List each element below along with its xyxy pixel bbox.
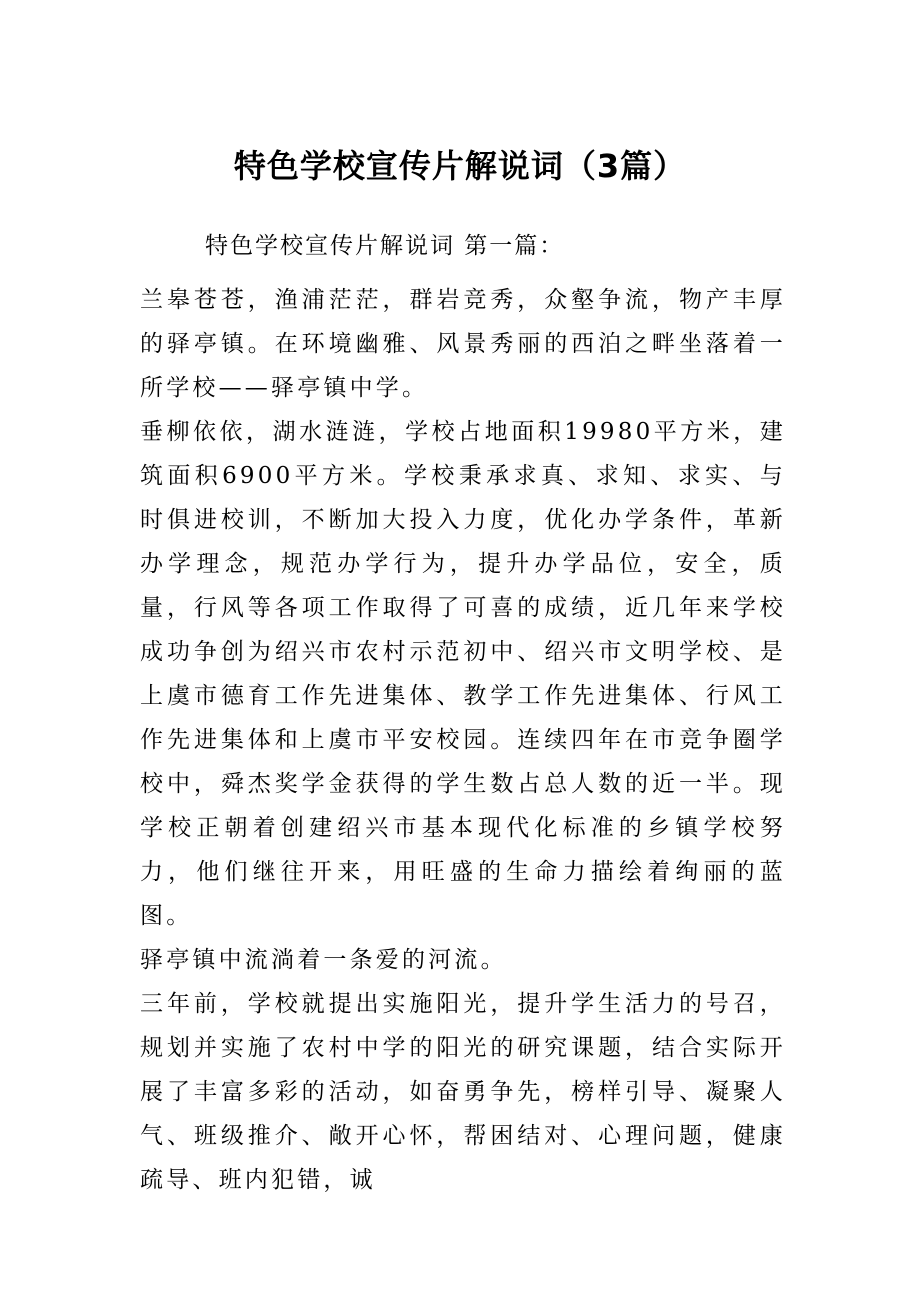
document-subtitle: 特色学校宣传片解说词 第一篇： xyxy=(205,233,565,259)
paragraph: 三年前，学校就提出实施阳光，提升学生活力的号召，规划并实施了农村中学的阳光的研究课题，结合实际开展了丰富多彩的活动，如奋勇争先，榜样引导、凝聚人气、班级推介、敞开心怀，帮困结对、心理问题，健康疏导、班内犯错，诚 xyxy=(140,991,786,1193)
paragraph: 兰皋苍苍，渔浦茫茫，群岩竞秀，众壑争流，物产丰厚的驿亭镇。在环境幽雅、风景秀丽的西泊之畔坐落着一所学校——驿亭镇中学。 xyxy=(140,287,786,401)
document-title: 特色学校宣传片解说词（3篇） xyxy=(233,147,687,185)
paragraph: 垂柳依依，湖水涟涟，学校占地面积19980平方米，建筑面积6900平方米。学校秉承求真、求知、求实、与时俱进校训，不断加大投入力度，优化办学条件，革新办学理念，规范办学行为，提升办学品位，安全，质量，行风等各项工作取得了可喜的成绩，近几年来学校成功争创为绍兴市农村示范初中、绍兴市文明学校、是上虞市德育工作先进集体、教学工作先进集体、行风工作先进集体和上虞市平安校园。连续四年在市竞争圈学校中，舜杰奖学金获得的学生数占总人数的近一半。现学校正朝着创建绍兴市基本现代化标准的乡镇学校努力，他们继往开来，用旺盛的生命力描绘着绚丽的蓝图。 xyxy=(140,419,786,929)
paragraph: 驿亭镇中流淌着一条爱的河流。 xyxy=(140,947,507,973)
document-body xyxy=(140,278,786,1202)
